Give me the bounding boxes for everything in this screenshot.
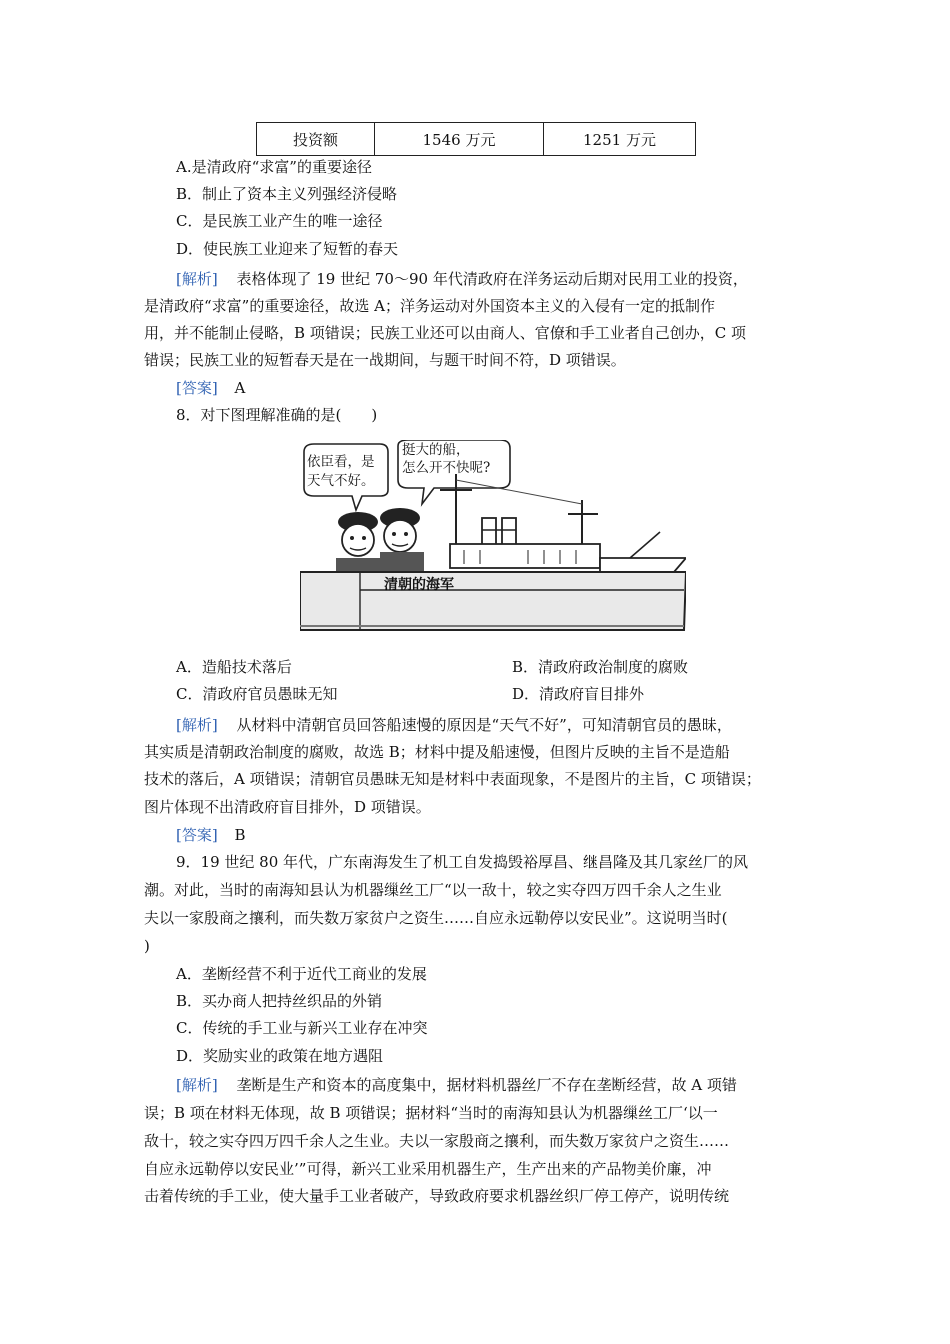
speech-line: 天气不好。	[307, 473, 375, 489]
q8-answer	[176, 825, 846, 845]
q7-analysis-line: 用，并不能制止侵略，B 项错误；民族工业还可以由商人、官僚和手工业者自己创办，C 项	[144, 324, 747, 342]
q8-option-d: D．清政府盲目排外	[512, 685, 645, 703]
q9-stem-line: )	[144, 937, 150, 955]
q9-analysis-line: 敌十，较之实夺四万四千余人之生业。夫以一家殷商之攘利，而失数万家贫户之资生……	[144, 1132, 730, 1150]
q7-option-d: D．使民族工业迎来了短暂的春天	[176, 240, 399, 258]
analysis-tag: [解析]	[176, 270, 218, 288]
q9-analysis-line	[176, 1075, 846, 1095]
ship-label: 清朝的海军	[384, 577, 454, 593]
q9-stem-line: 9．19 世纪 80 年代，广东南海发生了机工自发捣毁裕厚昌、继昌隆及其几家丝厂的风	[176, 853, 749, 871]
speech-text-left	[307, 453, 375, 491]
table-row-label: 投资额	[257, 123, 375, 156]
table-cell-value: 1546 万元	[375, 123, 544, 156]
q9-option-d: D．奖励实业的政策在地方遇阻	[176, 1047, 384, 1065]
analysis-tag: [解析]	[176, 716, 218, 734]
q8-analysis-line: 图片体现不出清政府盲目排外，D 项错误。	[144, 798, 431, 816]
q8-analysis-line: 其实质是清朝政治制度的腐败，故选 B；材料中提及船速慢，但图片反映的主旨不是造船	[144, 743, 730, 761]
q9-analysis-line: 误；B 项在材料无体现，故 B 项错误；据材料“当时的南海知县认为机器缫丝工厂‘以一	[144, 1104, 718, 1122]
q7-option-a: A.是清政府“求富”的重要途径	[176, 158, 372, 176]
q9-option-a: A．垄断经营不利于近代工商业的发展	[176, 965, 427, 983]
speech-text-right	[402, 441, 490, 477]
investment-table	[256, 122, 696, 156]
q8-option-c: C．清政府官员愚昧无知	[176, 685, 338, 703]
answer-tag: [答案]	[176, 826, 218, 844]
q8-stem: 8．对下图理解准确的是( )	[176, 406, 378, 424]
analysis-text: 垄断是生产和资本的高度集中，据材料机器丝厂不存在垄断经营，故 A 项错	[236, 1076, 737, 1094]
analysis-tag: [解析]	[176, 1076, 218, 1094]
speech-line: 挺大的船，	[402, 442, 470, 458]
officials-figures	[336, 508, 424, 574]
speech-line: 依臣看，是	[307, 454, 375, 470]
q7-answer	[176, 378, 846, 398]
q9-analysis-line: 击着传统的手工业，使大量手工业者破产，导致政府要求机器丝织厂停工停产，说明传统	[144, 1187, 730, 1205]
q7-option-c: C．是民族工业产生的唯一途径	[176, 212, 383, 230]
q9-stem-line: 夫以一家殷商之攘利，而失数万家贫户之资生……自应永远勒停以安民业”。这说明当时(	[144, 909, 728, 927]
q8-analysis-line: 技术的落后，A 项错误；清朝官员愚昧无知是材料中表面现象，不是图片的主旨，C 项错误；	[144, 770, 761, 788]
q9-stem-line: 潮。对此，当时的南海知县认为机器缫丝工厂“以一敌十，较之实夺四万四千余人之生业	[144, 881, 722, 899]
q7-analysis-line	[176, 269, 846, 289]
q8-option-a: A．造船技术落后	[176, 658, 292, 676]
q9-option-b: B．买办商人把持丝织品的外销	[176, 992, 383, 1010]
q9-option-c: C．传统的手工业与新兴工业存在冲突	[176, 1019, 428, 1037]
answer-value: A	[234, 379, 246, 397]
table-row	[257, 123, 696, 156]
q8-analysis-line	[176, 715, 846, 735]
speech-line: 怎么开不快呢?	[402, 460, 491, 476]
analysis-text: 表格体现了 19 世纪 70～90 年代清政府在洋务运动后期对民用工业的投资，	[236, 270, 748, 288]
table-cell-value: 1251 万元	[544, 123, 696, 156]
q8-option-b: B．清政府政治制度的腐败	[512, 658, 689, 676]
q9-analysis-line: 自应永远勒停以安民业’”可得，新兴工业采用机器生产，生产出来的产品物美价廉，冲	[144, 1160, 712, 1178]
answer-tag: [答案]	[176, 379, 218, 397]
q7-analysis-line: 是清政府“求富”的重要途径，故选 A；洋务运动对外国资本主义的入侵有一定的抵制作	[144, 297, 715, 315]
answer-value: B	[234, 826, 246, 844]
q7-analysis-line: 错误；民族工业的短暂春天是在一战期间，与题干时间不符，D 项错误。	[144, 351, 626, 369]
q7-option-b: B．制止了资本主义列强经济侵略	[176, 185, 398, 203]
analysis-text: 从材料中清朝官员回答船速慢的原因是“天气不好”，可知清朝官员的愚昧，	[236, 716, 732, 734]
